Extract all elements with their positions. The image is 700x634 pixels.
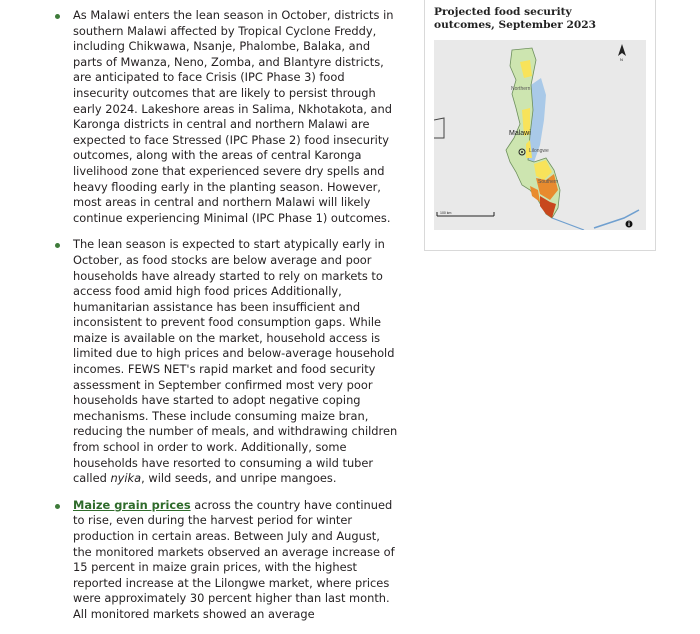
map-title: Projected food security outcomes, September 2023: [434, 6, 597, 31]
label-central: Lilongwe: [529, 148, 549, 154]
bullet-text-end: , wild seeds, and unripe mangoes.: [141, 471, 337, 486]
bullet-text: As Malawi enters the lean season in October, districts in southern Malawi affected by Tropical Cyclone Freddy, including Chikwawa, Nsanje, Phalombe, Balaka, and parts of Mwanza, Neno, Zomba, and Blantyre districts, are anticipated to face Crisis (IPC Phase 3) food insecurity outcomes that are likely to persist through early 2024. Lakeshore areas in Salima, Nkhotakota, and Karonga districts in central and northern Malawi are expected to face Stressed (IPC Phase 2) food insecurity outcomes, along with the areas of central Karonga livelihood zone that experienced severe dry spells and heavy flooding early in the planting season. However, most areas in central and northern Malawi will likely continue experiencing Minimal (IPC Phase 1) outcomes.: [73, 8, 394, 225]
label-northern: Northern: [511, 86, 531, 92]
label-country: Malawi: [509, 130, 531, 137]
svg-text:N: N: [620, 57, 623, 62]
bullet-icon: [55, 243, 60, 248]
bullet-early-lean-season: [55, 237, 400, 487]
maize-prices-link[interactable]: Maize grain prices: [73, 497, 191, 512]
bullet-lean-season-outcomes: [55, 8, 400, 226]
bullet-list: [55, 8, 400, 634]
malawi-food-security-map: [434, 40, 646, 230]
bullet-maize-prices: [55, 498, 400, 623]
bullet-icon: [55, 14, 60, 19]
bullet-text: across the country have continued to rise, even during the harvest period for winter production in certain areas. Between July and August, the monitored markets observed an average increase of 15 percent in maize grain prices, with the highest reported increase at the Lilongwe market, where prices were approximately 30 percent higher than last month. All monitored markets showed an average: [73, 497, 395, 621]
info-icon: [626, 221, 633, 228]
label-southern: Southern: [538, 179, 559, 185]
bullet-icon: [55, 504, 60, 509]
bullet-text: The lean season is expected to start atypically early in October, as food stocks are below average and poor households have already started to rely on markets to access food amid high food prices Additionally, humanitarian assistance has been insufficient and inconsistent to prevent food consumption gaps. While maize is available on the market, household access is limited due to high prices and below-average household incomes. FEWS NET's rapid market and food security assessment in September confirmed most very poor households have started to adopt negative coping mechanisms. These include consuming maize bran, reducing the number of meals, and withdrawing children from school in order to work. Additionally, some households have resorted to consuming a wild tuber called: [73, 237, 398, 486]
map-panel: [424, 0, 656, 251]
svg-text:100 km: 100 km: [440, 211, 452, 215]
nyika-term: nyika: [110, 471, 142, 486]
